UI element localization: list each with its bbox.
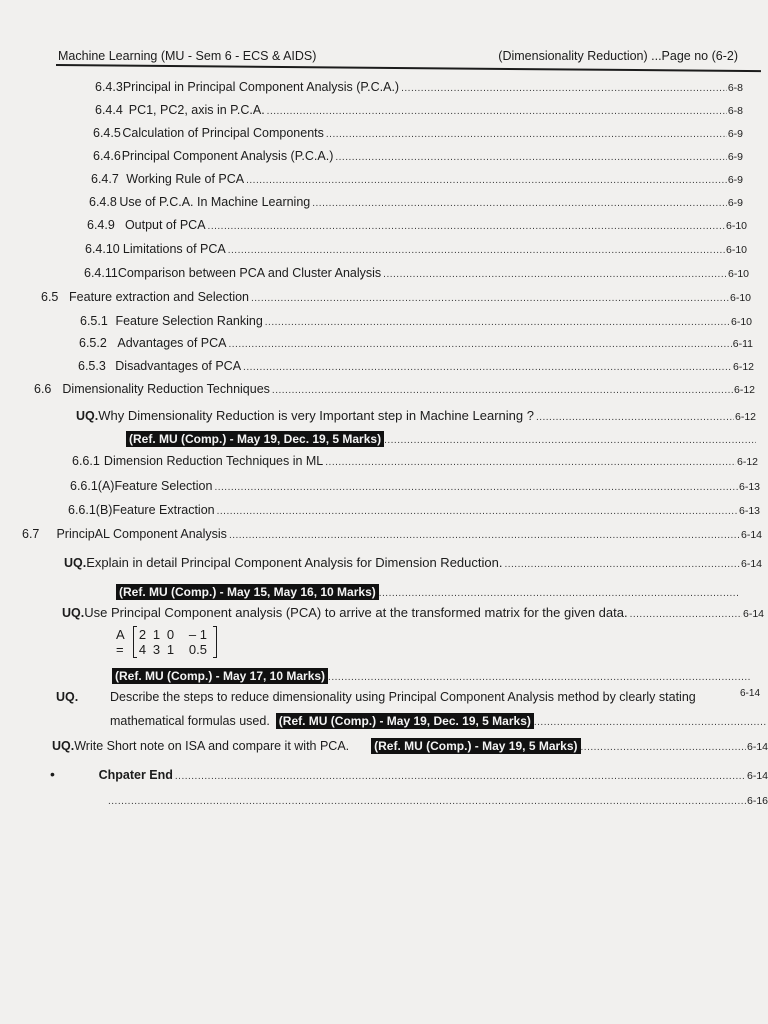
leader-dots (534, 717, 766, 728)
entry-title: Why Dimensionality Reduction is very Important step in Machine Learning ? (98, 408, 534, 423)
entry-page: 6-14 (739, 688, 760, 699)
entry-page: 6-14 (746, 770, 768, 782)
toc-question (76, 408, 756, 423)
entry-number: 6.4.9 (87, 218, 115, 232)
uq-label: UQ. (62, 606, 85, 620)
leader-dots (243, 362, 732, 373)
toc-entry (78, 359, 754, 373)
matrix-cell: 4 (138, 642, 147, 657)
uq-label: UQ. (52, 739, 75, 753)
toc-entry (84, 266, 749, 280)
entry-number: 6.4.4 (95, 103, 123, 117)
entry-title: Use of P.C.A. In Machine Learning (119, 195, 311, 209)
matrix-cell: 1 (166, 642, 175, 657)
header-chapter-page: (Dimensionality Reduction) ...Page no (6-2) (498, 49, 738, 63)
entry-title: Principal in Principal Component Analysis (P.C.A.) (122, 80, 400, 94)
toc-entry (93, 126, 743, 140)
matrix-cell: 0.5 (188, 642, 207, 657)
entry-title: PrincipAL Component Analysis (56, 527, 227, 541)
entry-page: 6-10 (730, 316, 752, 328)
entry-number: 6.6.1(A) (70, 479, 115, 493)
toc-entry (80, 314, 752, 328)
entry-number: 6.5.1 (80, 314, 108, 328)
leader-dots (335, 152, 726, 163)
leader-dots (581, 742, 746, 753)
leader-dots (384, 435, 756, 446)
entry-title: Feature Selection Ranking (115, 314, 263, 328)
leader-dots (536, 412, 734, 423)
toc-entry (34, 382, 755, 396)
toc-entry (108, 795, 768, 807)
leader-dots (272, 385, 733, 396)
toc-entry (95, 103, 743, 117)
bullet-icon: • (50, 766, 55, 782)
leader-dots (208, 221, 725, 232)
entry-page: 6-14 (746, 741, 768, 753)
toc-entry (70, 479, 760, 493)
entry-number: 6.4.11 (84, 266, 118, 280)
leader-dots (228, 339, 731, 350)
entry-page: 6-13 (738, 481, 760, 493)
toc-question (52, 738, 768, 754)
entry-title: Feature Selection (114, 479, 213, 493)
entry-number: 6.4.7 (91, 172, 119, 186)
entry-title: PC1, PC2, axis in P.C.A. (128, 103, 265, 117)
reference-badge: (Ref. MU (Comp.) - May 19, Dec. 19, 5 Marks) (276, 713, 534, 729)
leader-dots (229, 530, 740, 541)
entry-number: 6.5.2 (79, 336, 107, 350)
matrix-right-bracket (213, 626, 217, 658)
entry-number: 6.6 (34, 382, 52, 396)
toc-question-cont (110, 713, 766, 729)
entry-page: 6-12 (732, 361, 754, 373)
matrix-cell: – 1 (188, 627, 207, 642)
leader-dots (251, 293, 729, 304)
entry-title: Calculation of Principal Components (122, 126, 324, 140)
entry-title: Working Rule of PCA (126, 172, 245, 186)
reference-badge: (Ref. MU (Comp.) - May 19, 5 Marks) (371, 738, 580, 754)
leader-dots (214, 482, 738, 493)
leader-dots (246, 175, 727, 186)
toc-entry (95, 80, 743, 94)
entry-number: 6.4.10 (85, 242, 120, 256)
entry-page: 6-9 (727, 174, 743, 186)
entry-title: Write Short note on ISA and compare it with PCA. (74, 739, 350, 753)
entry-title: Dimensionality Reduction Techniques (62, 382, 270, 396)
toc-entry (68, 503, 760, 517)
entry-page: 6-9 (727, 128, 743, 140)
entry-title: Use Principal Component analysis (PCA) to arrive at the transformed matrix for the given data. (84, 605, 628, 620)
leader-dots (379, 588, 738, 599)
entry-page: 6-8 (727, 105, 743, 117)
leader-dots (630, 609, 742, 620)
entry-title: Dimension Reduction Techniques in ML (103, 454, 324, 468)
toc-question (56, 690, 768, 704)
leader-dots (108, 796, 746, 807)
toc-question (64, 555, 762, 570)
header-rule (56, 64, 761, 72)
entry-title: Feature extraction and Selection (69, 290, 249, 304)
entry-number: 6.4.3 (95, 80, 123, 94)
entry-page: 6-13 (738, 505, 760, 517)
entry-page: 6-12 (734, 411, 756, 423)
toc-entry (22, 527, 762, 541)
header-book-title: Machine Learning (MU - Sem 6 - ECS & AIDS) (58, 49, 317, 63)
reference-badge: (Ref. MU (Comp.) - May 19, Dec. 19, 5 Marks) (126, 431, 384, 447)
entry-number: 6.5 (41, 290, 59, 304)
entry-title: Disadvantages of PCA (115, 359, 242, 373)
leader-dots (326, 129, 727, 140)
toc-question (62, 605, 764, 620)
entry-title: Chpater End (98, 768, 173, 782)
entry-title: Limitations of PCA (122, 242, 226, 256)
entry-page: 6-14 (742, 608, 764, 620)
entry-number: 6.4.8 (89, 195, 117, 209)
entry-page: 6-10 (725, 220, 747, 232)
entry-page: 6-12 (733, 384, 755, 396)
entry-page: 6-10 (729, 292, 751, 304)
entry-page: 6-14 (740, 529, 762, 541)
entry-number: 6.6.1 (72, 454, 100, 468)
entry-page: 6-9 (727, 197, 743, 209)
entry-page: 6-16 (746, 795, 768, 807)
entry-title: Feature Extraction (112, 503, 215, 517)
entry-title: Comparison between PCA and Cluster Analysis (117, 266, 382, 280)
leader-dots (401, 83, 727, 94)
uq-label: UQ. (64, 556, 87, 570)
toc-entry (85, 242, 747, 256)
matrix-cells (137, 627, 213, 657)
toc-ref-row (116, 584, 738, 600)
entry-page: 6-8 (727, 82, 743, 94)
entry-title: Describe the steps to reduce dimensionality using Principal Component Analysis method by clearly stating (110, 690, 696, 704)
toc-entry (91, 172, 743, 186)
matrix-cell: 3 (152, 642, 161, 657)
entry-title: Output of PCA (124, 218, 206, 232)
toc-ref-row (112, 668, 750, 684)
entry-page: 6-11 (732, 338, 753, 350)
toc-entry (50, 766, 768, 782)
matrix-a (116, 626, 217, 658)
uq-label: UQ. (76, 409, 99, 423)
matrix-label: A = (116, 627, 124, 657)
entry-page: 6-10 (725, 244, 747, 256)
entry-page: 6-12 (736, 456, 758, 468)
leader-dots (504, 559, 740, 570)
entry-page: 6-9 (727, 151, 743, 163)
entry-title: Advantages of PCA (117, 336, 227, 350)
leader-dots (312, 198, 727, 209)
leader-dots (325, 457, 736, 468)
leader-dots (328, 672, 750, 683)
entry-title: Explain in detail Principal Component Analysis for Dimension Reduction. (86, 555, 503, 570)
matrix-cell: 1 (152, 627, 161, 642)
entry-page: 6-14 (740, 558, 762, 570)
entry-number: 6.4.5 (93, 126, 121, 140)
entry-title-continued: mathematical formulas used. (110, 714, 270, 728)
leader-dots (217, 506, 738, 517)
uq-label: UQ. (56, 690, 79, 704)
toc-entry (41, 290, 751, 304)
leader-dots (265, 317, 730, 328)
page-header (58, 49, 758, 63)
toc-entry (89, 195, 743, 209)
toc-ref-row (126, 431, 756, 447)
entry-number: 6.7 (22, 527, 40, 541)
matrix-cell: 0 (166, 627, 175, 642)
reference-badge: (Ref. MU (Comp.) - May 17, 10 Marks) (112, 668, 328, 684)
entry-title: Principal Component Analysis (P.C.A.) (121, 149, 334, 163)
leader-dots (267, 106, 727, 117)
entry-number: 6.5.3 (78, 359, 106, 373)
leader-dots (175, 771, 746, 782)
toc-entry (87, 218, 747, 232)
reference-badge: (Ref. MU (Comp.) - May 15, May 16, 10 Marks) (116, 584, 379, 600)
leader-dots (383, 269, 727, 280)
toc-entry (79, 336, 753, 350)
toc-entry (93, 149, 743, 163)
toc-entry (72, 454, 758, 468)
entry-number: 6.6.1(B) (68, 503, 113, 517)
entry-number: 6.4.6 (93, 149, 121, 163)
entry-page: 6-10 (727, 268, 749, 280)
leader-dots (228, 245, 725, 256)
matrix-cell: 2 (138, 627, 147, 642)
